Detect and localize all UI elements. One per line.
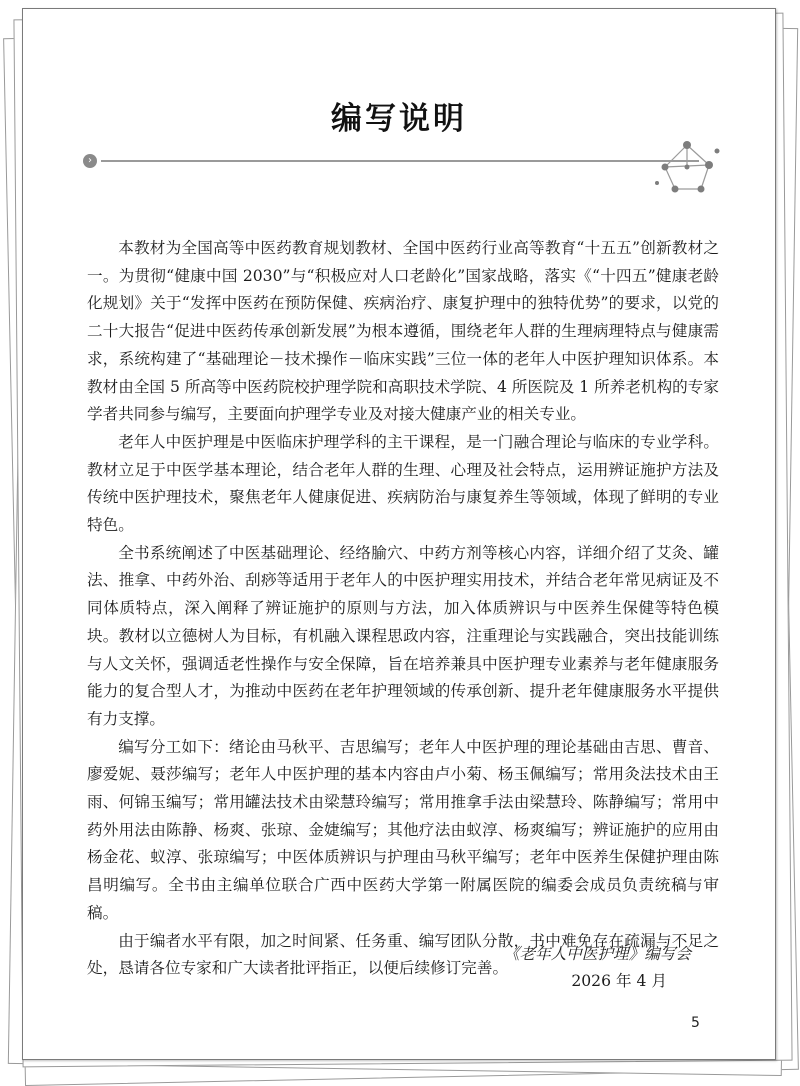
page-title: 编写说明 (331, 101, 467, 137)
signature-org: 《老年人中医护理》编写会 (503, 945, 691, 963)
paragraph-2: 老年人中医护理是中医临床护理学科的主干课程，是一门融合理论与临床的专业学科。教材立足于中医学基本理论，结合老年人群的生理、心理及社会特点，运用辨证施护方法及传统中医护理技术，聚焦老年人健康促进、疾病防治与康复养生等领域，体现了鲜明的专业特色。 (87, 432, 719, 535)
paragraph-1: 本教材为全国高等中医药教育规划教材、全国中医药行业高等教育“十五五”创新教材之一。为贯彻“健康中国 2030”与“积极应对人口老龄化”国家战略，落实《“十四五”健康老龄化规划》关于“发挥中医药在预防保健、疾病治疗、康复护理中的独特优势”的要求，以党的二十大报告“促进中医药传承创新发展”为根本遵循，围绕老年人群的生理病理特点与健康需求，系统构建了“基础理论－技术操作－临床实践”三位一体的老年人中医护理知识体系。本教材由全国 5 所高等中医药院校护理学院和高职技术学院、4 所医院及 1 所养老机构的专家学者共同参与编写，主要面向护理学专业及对接大健康产业的相关专业。 (87, 239, 719, 424)
document-page (22, 8, 776, 1060)
chevron-right-circle-icon: › (83, 154, 97, 168)
molecule-network-icon (651, 137, 723, 199)
signature-date: 2026 年 4 月 (571, 972, 667, 990)
paragraph-3: 全书系统阐述了中医基础理论、经络腧穴、中药方剂等核心内容，详细介绍了艾灸、罐法、推拿、中药外治、刮痧等适用于老年人的中医护理实用技术，并结合老年常见病证及不同体质特点，深入阐释了辨证施护的原则与方法，加入体质辨识与中医养生保健等特色模块。教材以立德树人为目标，有机融入课程思政内容，注重理论与实践融合，突出技能训练与人文关怀，强调适老性操作与安全保障，旨在培养兼具中医护理专业素养与老年健康服务能力的复合型人才，为推动中医药在老年护理领域的传承创新、提升老年健康服务水平提供有力支撑。 (87, 543, 719, 728)
paragraph-5: 由于编者水平有限，加之时间紧、任务重、编写团队分散，书中难免存在疏漏与不足之处，恳请各位专家和广大读者批评指正，以便后续修订完善。 (87, 931, 719, 978)
title-divider (101, 160, 699, 162)
paragraph-4: 编写分工如下：绪论由马秋平、吉思编写；老年人中医护理的理论基础由吉思、曹音、廖爱妮、聂莎编写；老年人中医护理的基本内容由卢小菊、杨玉佩编写；常用灸法技术由王雨、何锦玉编写；常用罐法技术由梁慧玲编写；常用推拿手法由梁慧玲、陈静编写；常用中药外用法由陈静、杨爽、张琼、金婕编写；其他疗法由蚁淳、杨爽编写；辨证施护的应用由杨金花、蚁淳、张琼编写；中医体质辨识与护理由马秋平编写；老年中医养生保健护理由陈昌明编写。全书由主编单位联合广西中医药大学第一附属医院的编委会成员负责统稿与审稿。 (87, 737, 719, 922)
preface-body (87, 235, 719, 983)
signature (23, 941, 691, 968)
page-number: 5 (691, 1015, 700, 1031)
